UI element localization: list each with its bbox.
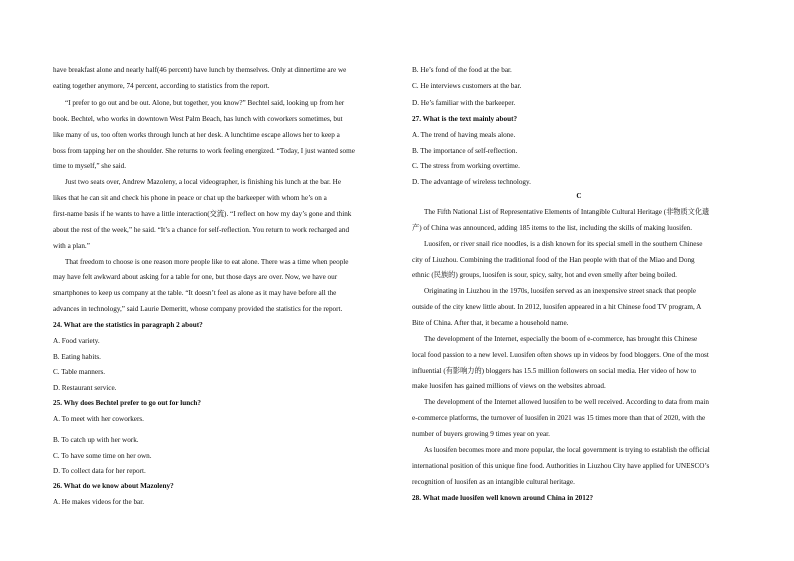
- text-line: local food passion to a new level. Luosifen often shows up in videos by food bloggers. One of the most: [412, 351, 709, 359]
- text-line: That freedom to choose is one reason more people like to eat alone. There was a time when people: [65, 258, 349, 266]
- text-line: eating together anymore, 74 percent, according to statistics from the report.: [53, 82, 270, 90]
- text-line: first-name basis if he wants to have a little interaction(交流). “I reflect on how my day’s gone and think: [53, 210, 352, 218]
- text-line: have breakfast alone and nearly half(46 percent) have lunch by themselves. Only at dinnertime are we: [53, 66, 347, 74]
- text-line: boss from tapping her on the shoulder. She returns to work feeling energized. “Today, I just wanted some: [53, 147, 355, 155]
- text-line: The development of the Internet allowed luosifen to be well received. According to data from main: [424, 398, 710, 406]
- text-line: make luosifen has gained millions of views on the websites abroad.: [412, 382, 606, 390]
- text-line: The development of the Internet, especially the boom of e-commerce, has brought this Chinese: [424, 335, 698, 343]
- text-line: city of Liuzhou. Combining the traditional food of the Han people with that of the Miao and Dong: [412, 256, 695, 264]
- text-line: international position of this unique fine food. Authorities in Liuzhou City have applied for UNESCO’s: [412, 462, 710, 470]
- question-text: 27. What is the text mainly about?: [412, 115, 518, 123]
- text-line: book. Bechtel, who works in downtown West Palm Beach, has lunch with coworkers sometimes, but: [53, 115, 343, 123]
- text-line: A. He makes videos for the bar.: [53, 498, 145, 506]
- text-line: recognition of luosifen as an intangible cultural heritage.: [412, 478, 575, 486]
- text-line: e-commerce platforms, the turnover of luosifen in 2021 was 15 times more than that of 2020, with the: [412, 414, 706, 422]
- text-line: like many of us, too often works through lunch at her desk. A lunchtime escape allows her to keep a: [53, 131, 340, 139]
- text-line: A. Food variety.: [53, 337, 100, 345]
- text-line: B. Eating habits.: [53, 353, 101, 361]
- section-title: C: [576, 192, 582, 200]
- text-line: B. To catch up with her work.: [53, 436, 139, 444]
- text-line: D. He’s familiar with the barkeeper.: [412, 99, 516, 107]
- text-line: As luosifen becomes more and more popular, the local government is trying to establish the official: [424, 446, 710, 454]
- text-line: B. He’s fond of the food at the bar.: [412, 66, 512, 74]
- text-line: with a plan.”: [53, 242, 90, 250]
- text-line: ethnic (民族的) groups, luosifen is sour, spicy, salty, hot and even smelly after being boiled.: [412, 271, 677, 279]
- text-line: D. Restaurant service.: [53, 384, 117, 392]
- text-line: 产) of China was announced, adding 185 items to the list, including the skills of making luosifen.: [412, 224, 693, 232]
- text-line: may have felt awkward about asking for a table for one, but those days are over. Now, we have our: [53, 273, 338, 281]
- text-line: A. To meet with her coworkers.: [53, 415, 144, 423]
- text-line: likes that he can sit and check his phone in peace or chat up the barkeeper with whom he’s on a: [53, 194, 327, 202]
- text-line: C. He interviews customers at the bar.: [412, 82, 522, 90]
- text-line: time to myself,” she said.: [53, 162, 127, 170]
- text-line: C. Table manners.: [53, 368, 106, 376]
- text-line: Originating in Liuzhou in the 1970s, luosifen served as an inexpensive street snack that people: [424, 287, 697, 295]
- text-line: outside of the city knew little about. In 2012, luosifen appeared in a hit Chinese food TV program, A: [412, 303, 702, 311]
- text-line: C. The stress from working overtime.: [412, 162, 520, 170]
- text-line: C. To have some time on her own.: [53, 452, 152, 460]
- question-text: 28. What made luosifen well known around China in 2012?: [412, 494, 594, 502]
- text-line: about the rest of the week,” he said. “It’s a chance for self-reflection. You return to work recharged and: [53, 226, 350, 234]
- question-text: 26. What do we know about Mazoleny?: [53, 482, 174, 490]
- text-line: advances in technology,” said Laurie Demeritt, whose company provided the statistics for the report.: [53, 305, 343, 313]
- text-line: influential (有影响力的) bloggers has 15.5 million followers on social media. Her video of how to: [412, 367, 697, 375]
- text-line: A. The trend of having meals alone.: [412, 131, 516, 139]
- text-line: The Fifth National List of Representative Elements of Intangible Cultural Heritage (非物质文化遗: [424, 208, 710, 216]
- text-line: D. The advantage of wireless technology.: [412, 178, 531, 186]
- text-line: number of buyers growing 9 times year on year.: [412, 430, 550, 438]
- text-line: Luosifen, or river snail rice noodles, is a dish known for its special smell in the southern Chinese: [424, 240, 703, 248]
- question-text: 24. What are the statistics in paragraph 2 about?: [53, 321, 203, 329]
- text-line: D. To collect data for her report.: [53, 467, 146, 475]
- text-line: B. The importance of self-reflection.: [412, 147, 518, 155]
- text-line: “I prefer to go out and be out. Alone, but together, you know?” Bechtel said, looking up from her: [65, 99, 345, 107]
- text-line: smartphones to keep us company at the table. “It doesn’t feel as alone as it may have before all the: [53, 289, 337, 297]
- text-line: Bite of China. After that, it became a household name.: [412, 319, 569, 327]
- question-text: 25. Why does Bechtel prefer to go out for lunch?: [53, 399, 202, 407]
- text-line: Just two seats over, Andrew Mazoleny, a local videographer, is finishing his lunch at the bar. He: [65, 178, 342, 186]
